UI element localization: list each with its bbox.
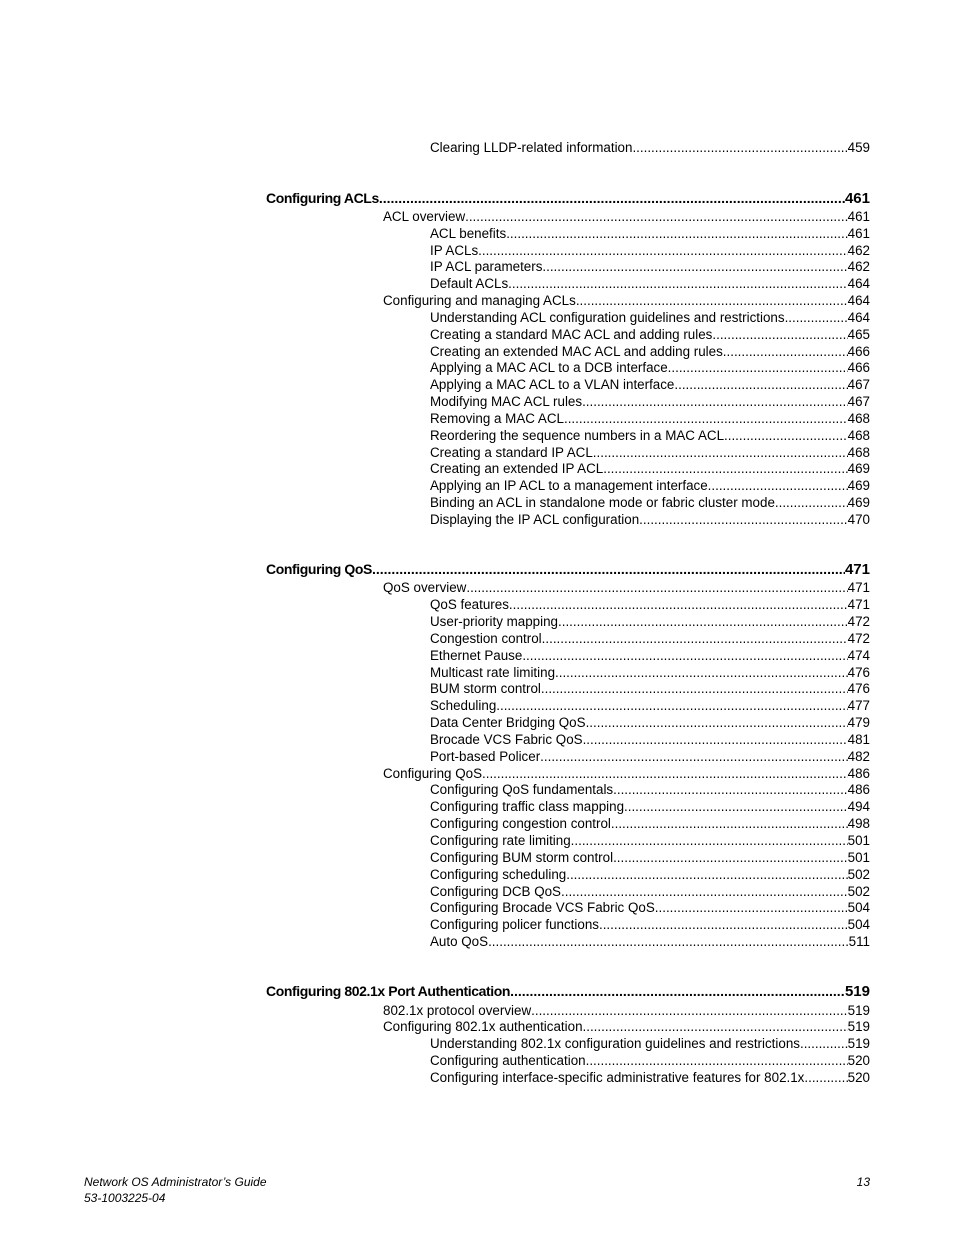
toc-entry-page: 466 xyxy=(847,344,870,359)
toc-entry-title: Applying an IP ACL to a management interface xyxy=(430,478,708,493)
toc-entry[interactable] xyxy=(430,899,870,916)
toc-entry[interactable] xyxy=(430,444,870,461)
toc-entry-title: Creating a standard MAC ACL and adding rules xyxy=(430,327,713,342)
dot-leader xyxy=(712,326,847,343)
toc-entry[interactable] xyxy=(383,208,870,225)
dot-leader xyxy=(496,697,847,714)
dot-leader xyxy=(571,832,848,849)
dot-leader xyxy=(531,1002,848,1019)
toc-entry[interactable] xyxy=(430,326,870,343)
dot-leader xyxy=(639,511,847,528)
dot-leader xyxy=(583,1018,848,1035)
toc-entry-page: 519 xyxy=(847,1019,870,1034)
toc-entry-title: Displaying the IP ACL configuration xyxy=(430,512,640,527)
toc-entry-title: Creating an extended MAC ACL and adding rules xyxy=(430,344,723,359)
dot-leader xyxy=(482,765,848,782)
toc-entry-page: 486 xyxy=(847,766,870,781)
toc-entry[interactable] xyxy=(430,309,870,326)
dot-leader xyxy=(593,444,848,461)
dot-leader xyxy=(508,275,848,292)
dot-leader xyxy=(583,731,848,748)
dot-leader xyxy=(510,982,845,1001)
toc-entry[interactable] xyxy=(430,697,870,714)
toc-chapter-entry[interactable] xyxy=(266,189,870,208)
dot-leader xyxy=(542,630,848,647)
toc-entry-page: 481 xyxy=(847,732,870,747)
dot-leader xyxy=(586,714,848,731)
toc-entry-title: Ethernet Pause xyxy=(430,648,523,663)
toc-entry[interactable] xyxy=(430,427,870,444)
toc-entry[interactable] xyxy=(430,781,870,798)
toc-entry[interactable] xyxy=(430,242,870,259)
toc-entry[interactable] xyxy=(383,765,870,782)
toc-entry[interactable] xyxy=(430,1069,870,1086)
toc-entry-page: 467 xyxy=(847,394,870,409)
toc-entry-title: Configuring BUM storm control xyxy=(430,850,614,865)
footer-guide-title: Network OS Administrator’s Guide xyxy=(84,1175,267,1189)
toc-entry-page: 501 xyxy=(847,833,870,848)
dot-leader xyxy=(613,781,848,798)
toc-entry[interactable] xyxy=(430,731,870,748)
dot-leader xyxy=(611,815,848,832)
toc-entry[interactable] xyxy=(430,630,870,647)
toc-entry-page: 504 xyxy=(847,900,870,915)
toc-entry[interactable] xyxy=(430,748,870,765)
dot-leader xyxy=(775,494,848,511)
toc-entry-page: 476 xyxy=(847,681,870,696)
toc-entry-title: Configuring 802.1x Port Authentication xyxy=(266,983,511,999)
toc-entry-page: 466 xyxy=(847,360,870,375)
toc-entry-title: Modifying MAC ACL rules xyxy=(430,394,583,409)
toc-entry-page: 502 xyxy=(847,884,870,899)
toc-entry-title: Configuring authentication xyxy=(430,1053,586,1068)
toc-entry-page: 476 xyxy=(847,665,870,680)
toc-entry[interactable] xyxy=(430,866,870,883)
toc-chapter-entry[interactable] xyxy=(266,982,870,1001)
toc-entry-title: Port-based Policer xyxy=(430,749,541,764)
dot-leader xyxy=(674,376,847,393)
toc-entry[interactable] xyxy=(383,292,870,309)
toc-entry-title: IP ACLs xyxy=(430,243,479,258)
dot-leader xyxy=(558,613,848,630)
dot-leader xyxy=(724,427,848,444)
toc-entry[interactable] xyxy=(430,883,870,900)
toc-entry[interactable] xyxy=(383,1018,870,1035)
toc-entry-page: 471 xyxy=(847,597,870,612)
dot-leader xyxy=(506,225,847,242)
dot-leader xyxy=(379,189,845,208)
toc-entry-page: 486 xyxy=(847,782,870,797)
toc-entry-title: Clearing LLDP-related information xyxy=(430,140,633,155)
toc-entry[interactable] xyxy=(430,1052,870,1069)
dot-leader xyxy=(522,647,847,664)
toc-entry-page: 469 xyxy=(847,461,870,476)
toc-entry[interactable] xyxy=(430,376,870,393)
toc-entry-page: 471 xyxy=(844,561,870,578)
toc-entry[interactable] xyxy=(430,798,870,815)
toc-entry-title: Configuring QoS fundamentals xyxy=(430,782,614,797)
toc-entry-page: 465 xyxy=(847,327,870,342)
toc-entry-title: Scheduling xyxy=(430,698,497,713)
dot-leader xyxy=(800,1035,848,1052)
dot-leader xyxy=(624,798,848,815)
toc-entry-page: 520 xyxy=(847,1053,870,1068)
toc-entry[interactable] xyxy=(430,1035,870,1052)
toc-entry-page: 461 xyxy=(847,209,870,224)
toc-entry-title: QoS overview xyxy=(383,580,467,595)
toc-entry[interactable] xyxy=(430,494,870,511)
dot-leader xyxy=(478,242,848,259)
toc-entry-page: 469 xyxy=(847,478,870,493)
toc-entry[interactable] xyxy=(430,393,870,410)
toc-entry[interactable] xyxy=(430,596,870,613)
toc-entry-title: Creating a standard IP ACL xyxy=(430,445,593,460)
toc-entry-page: 469 xyxy=(847,495,870,510)
toc-entry-page: 504 xyxy=(847,917,870,932)
toc-entry-title: Configuring scheduling xyxy=(430,867,567,882)
dot-leader xyxy=(785,309,848,326)
toc-entry[interactable] xyxy=(430,275,870,292)
toc-entry[interactable] xyxy=(430,849,870,866)
toc-entry-page: 502 xyxy=(847,867,870,882)
toc-entry-page: 479 xyxy=(847,715,870,730)
toc-entry-title: Configuring congestion control xyxy=(430,816,611,831)
toc-entry-title: Configuring DCB QoS xyxy=(430,884,561,899)
dot-leader xyxy=(708,477,848,494)
toc-entry-title: Data Center Bridging QoS xyxy=(430,715,586,730)
toc-entry-page: 468 xyxy=(847,428,870,443)
toc-entry-title: Configuring traffic class mapping xyxy=(430,799,625,814)
toc-entry-title: Configuring QoS xyxy=(383,766,482,781)
toc-entry-page: 494 xyxy=(847,799,870,814)
toc-entry-title: Understanding ACL configuration guidelines and restrictions xyxy=(430,310,785,325)
toc-entry-page: 468 xyxy=(847,411,870,426)
dot-leader xyxy=(586,1052,848,1069)
toc-entry-page: 519 xyxy=(847,1036,870,1051)
toc-entry-title: Brocade VCS Fabric QoS xyxy=(430,732,583,747)
toc-entry-page: 471 xyxy=(847,580,870,595)
toc-entry-title: Creating an extended IP ACL xyxy=(430,461,604,476)
toc-entry-title: Congestion control xyxy=(430,631,542,646)
dot-leader xyxy=(566,866,847,883)
toc-entry[interactable] xyxy=(430,613,870,630)
toc-entry[interactable] xyxy=(430,664,870,681)
toc-entry[interactable] xyxy=(430,815,870,832)
toc-entry-title: Configuring rate limiting xyxy=(430,833,571,848)
dot-leader xyxy=(542,258,847,275)
toc-entry[interactable] xyxy=(383,1002,870,1019)
toc-entry[interactable] xyxy=(430,460,870,477)
toc-entry-page: 464 xyxy=(847,293,870,308)
toc-entry-title: ACL benefits xyxy=(430,226,507,241)
toc-entry-title: BUM storm control xyxy=(430,681,541,696)
toc-entry[interactable] xyxy=(430,258,870,275)
toc-entry-page: 472 xyxy=(847,614,870,629)
toc-entry-title: Reordering the sequence numbers in a MAC ACL xyxy=(430,428,725,443)
dot-leader xyxy=(465,208,848,225)
toc-entry-title: Auto QoS xyxy=(430,934,489,949)
toc-entry[interactable] xyxy=(430,139,870,156)
toc-entry[interactable] xyxy=(430,225,870,242)
dot-leader xyxy=(599,916,848,933)
toc-entry[interactable] xyxy=(383,579,870,596)
toc-entry[interactable] xyxy=(430,511,870,528)
toc-entry-title: Configuring interface-specific administrative features for 802.1x xyxy=(430,1070,805,1085)
toc-entry-title: 802.1x protocol overview xyxy=(383,1003,532,1018)
toc-entry-title: Multicast rate limiting xyxy=(430,665,556,680)
toc-entry-title: Removing a MAC ACL xyxy=(430,411,564,426)
dot-leader xyxy=(540,748,848,765)
toc-entry-page: 464 xyxy=(847,276,870,291)
toc-entry[interactable] xyxy=(430,359,870,376)
toc-entry-title: Applying a MAC ACL to a VLAN interface xyxy=(430,377,675,392)
toc-entry-title: QoS features xyxy=(430,597,509,612)
dot-leader xyxy=(564,410,848,427)
toc-entry[interactable] xyxy=(430,410,870,427)
toc-entry-page: 467 xyxy=(847,377,870,392)
dot-leader xyxy=(509,596,848,613)
dot-leader xyxy=(541,680,848,697)
dot-leader xyxy=(613,849,848,866)
dot-leader xyxy=(655,899,848,916)
toc-entry-page: 462 xyxy=(847,243,870,258)
dot-leader xyxy=(668,359,848,376)
toc-entry-page: 474 xyxy=(847,648,870,663)
toc-entry-title: ACL overview xyxy=(383,209,466,224)
toc-entry[interactable] xyxy=(430,647,870,664)
toc-entry[interactable] xyxy=(430,933,870,950)
toc-entry-title: Configuring and managing ACLs xyxy=(383,293,576,308)
toc-entry-page: 462 xyxy=(847,259,870,274)
toc-entry[interactable] xyxy=(430,714,870,731)
toc-entry-page: 464 xyxy=(847,310,870,325)
toc-entry-page: 470 xyxy=(847,512,870,527)
footer-page-number: 13 xyxy=(856,1175,870,1189)
toc-entry-title: Default ACLs xyxy=(430,276,509,291)
dot-leader xyxy=(372,560,845,579)
dot-leader xyxy=(804,1069,847,1086)
toc-entry-title: User-priority mapping xyxy=(430,614,558,629)
toc-entry-page: 468 xyxy=(847,445,870,460)
dot-leader xyxy=(632,139,847,156)
dot-leader xyxy=(561,883,848,900)
toc-entry-page: 498 xyxy=(847,816,870,831)
toc-entry-page: 461 xyxy=(844,190,870,207)
toc-entry-title: Understanding 802.1x configuration guidelines and restrictions xyxy=(430,1036,800,1051)
toc-entry-page: 477 xyxy=(847,698,870,713)
toc-entry-title: Binding an ACL in standalone mode or fabric cluster mode xyxy=(430,495,775,510)
toc-entry-page: 519 xyxy=(847,1003,870,1018)
dot-leader xyxy=(466,579,847,596)
toc-entry-page: 459 xyxy=(847,140,870,155)
toc-entry-title: Configuring ACLs xyxy=(266,190,379,206)
dot-leader xyxy=(723,343,848,360)
toc-entry[interactable] xyxy=(430,343,870,360)
toc-entry-page: 519 xyxy=(844,983,870,1000)
toc-entry-page: 482 xyxy=(847,749,870,764)
toc-entry-title: Configuring policer functions xyxy=(430,917,599,932)
footer-doc-number: 53-1003225-04 xyxy=(84,1191,166,1205)
toc-entry-title: Configuring 802.1x authentication xyxy=(383,1019,583,1034)
toc-entry-title: IP ACL parameters xyxy=(430,259,543,274)
toc-entry-title: Configuring Brocade VCS Fabric QoS xyxy=(430,900,655,915)
toc-entry-page: 511 xyxy=(848,934,870,949)
dot-leader xyxy=(576,292,848,309)
dot-leader xyxy=(488,933,849,950)
toc-entry-page: 472 xyxy=(847,631,870,646)
dot-leader xyxy=(603,460,847,477)
toc-entry-page: 461 xyxy=(847,226,870,241)
toc-entry-title: Configuring QoS xyxy=(266,561,372,577)
dot-leader xyxy=(555,664,848,681)
toc-entry[interactable] xyxy=(430,916,870,933)
toc-chapter-entry[interactable] xyxy=(266,560,870,579)
toc-entry-page: 520 xyxy=(847,1070,870,1085)
dot-leader xyxy=(582,393,848,410)
toc-entry[interactable] xyxy=(430,477,870,494)
toc-entry-page: 501 xyxy=(847,850,870,865)
toc-entry-title: Applying a MAC ACL to a DCB interface xyxy=(430,360,668,375)
toc-entry[interactable] xyxy=(430,680,870,697)
toc-entry[interactable] xyxy=(430,832,870,849)
